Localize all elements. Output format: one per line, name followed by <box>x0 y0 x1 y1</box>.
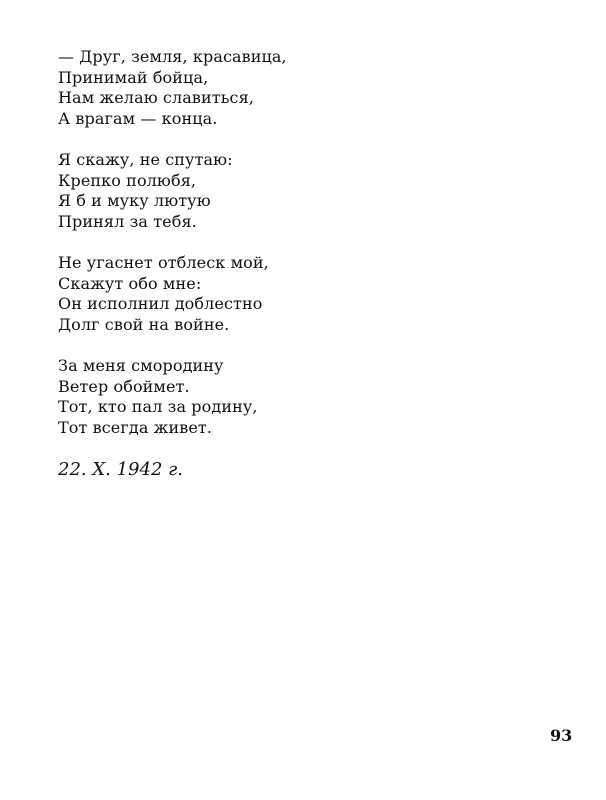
poem-line: Крепко полюбя, <box>58 170 197 190</box>
poem-line: Долг свой на войне. <box>58 314 230 334</box>
poem-line: Он исполнил доблестно <box>58 294 263 313</box>
poem-line: Тот всегда живет. <box>58 417 213 437</box>
poem-line: Я скажу, не спутаю: <box>58 150 233 169</box>
stanza-1 <box>58 47 558 129</box>
poem <box>58 47 558 481</box>
poem-line: Нам желаю славиться, <box>58 88 254 107</box>
poem-line: Принимай бойца, <box>58 67 209 87</box>
poem-line: Я б и муку лютую <box>58 191 211 210</box>
poem-line: Тот, кто пал за родину, <box>58 397 258 416</box>
stanza-4 <box>58 356 558 438</box>
poem-date: 22. X. 1942 г. <box>58 459 183 480</box>
poem-line: — Друг, земля, красавица, <box>58 47 287 66</box>
poem-line: За меня смородину <box>58 356 224 375</box>
poem-line: А врагам — конца. <box>58 108 218 128</box>
poem-line: Принял за тебя. <box>58 211 197 231</box>
poem-line: Ветер обоймет. <box>58 376 190 396</box>
stanza-2 <box>58 150 558 232</box>
poem-line: Не угаснет отблеск мой, <box>58 253 269 272</box>
poem-line: Скажут обо мне: <box>58 273 202 293</box>
page-number: 93 <box>550 726 573 745</box>
stanza-3 <box>58 253 558 335</box>
